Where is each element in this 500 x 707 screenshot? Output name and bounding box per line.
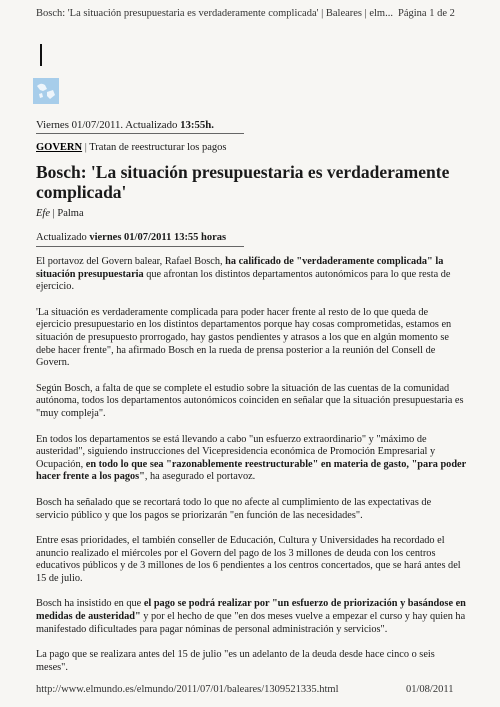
article-title: Bosch: 'La situación presupuestaria es verdaderamente complicada' [36, 162, 450, 202]
divider [36, 246, 244, 247]
article-paragraph [36, 307, 466, 370]
paragraph-text: y por el hecho de que "en dos meses vuelve a empezar el curso y hay quien ha manifestado dificultades para pagar nóminas de personal administración y servicios". [36, 611, 466, 635]
paragraph-text: , ha asegurado el portavoz. [144, 471, 256, 483]
paragraph-text: 'La situación es verdaderamente complicada para poder hacer frente al resto de lo que queda de ejercicio presupuestario en los distintos departamentos porque hay cosas comprometidas, estamos en situación de presupuesto prorrogado, hay gastos pendientes y atrasos a los que en algún momento se debe hacer frente", ha afirmado Bosch en la rueda de prensa posterior a la reunión del Consell de Govern. [36, 306, 452, 369]
print-footer-url: http://www.elmundo.es/elmundo/2011/07/01/baleares/1309521335.html [36, 684, 339, 695]
bold-text: ha calificado de "verdaderamente complicada" la situación presupuestaria [36, 256, 444, 280]
vertical-rule [40, 44, 42, 66]
globe-icon [33, 78, 59, 104]
article-updated [36, 232, 226, 243]
article-body [36, 256, 466, 687]
article-paragraph [36, 256, 466, 294]
divider [36, 133, 244, 134]
paragraph-text: Entre esas prioridades, el también conseller de Educación, Cultura y Universidades ha recordado el anuncio realizado el miércoles por el Govern del pago de los 3 millones de deuda con los centros educativos públicos y de 3 millones de los 6 pendientes a los centros concertados, que se hará antes del 15 de julio. [36, 535, 461, 584]
paragraph-text: En todos los departamentos se está llevando a cabo "un esfuerzo extraordinario" y "máximo de austeridad", siguiendo instrucciones del Vicepresidencia económica de Promoción Empresarial y Ocupación, [36, 433, 436, 470]
article-paragraph [36, 497, 466, 522]
source-agency: Efe [36, 208, 50, 219]
source-separator: | [50, 208, 58, 219]
article-paragraph [36, 535, 466, 585]
article-paragraph [36, 383, 466, 421]
paragraph-text: que afrontan los distintos departamentos autonómicos para lo que resta de ejercicio. [36, 268, 451, 293]
source-place: Palma [57, 208, 84, 219]
print-footer-date: 01/08/2011 [406, 684, 454, 695]
breadcrumb [36, 142, 227, 153]
dateline-time: 13:55h. [180, 119, 214, 131]
breadcrumb-separator: | [82, 142, 90, 153]
print-header-page-number: Página 1 de 2 [398, 8, 455, 19]
paragraph-text: Bosch ha insistido en que [36, 598, 144, 610]
dateline-text: Viernes 01/07/2011. Actualizado [36, 119, 181, 131]
updated-value: viernes 01/07/2011 13:55 horas [89, 232, 227, 243]
paragraph-text: El portavoz del Govern balear, Rafael Bosch, [36, 256, 226, 267]
paragraph-text: La pago que se realizara antes del 15 de julio "es un adelanto de la deuda desde hace cinco o seis meses". [36, 649, 435, 673]
section-link[interactable]: GOVERN [36, 142, 83, 153]
bold-text: en todo lo que sea "razonablemente reestructurable" en materia de gasto, "para poder hacer frente a los pagos" [36, 458, 467, 483]
breadcrumb-subtitle: Tratan de reestructurar los pagos [89, 142, 227, 153]
paragraph-text: Bosch ha señalado que se recortará todo lo que no afecte al cumplimiento de las expectativas de servicio público y que los pagos se priorizarán "en función de las necesidades". [36, 496, 432, 521]
print-header-title: Bosch: 'La situación presupuestaria es verdaderamente complicada' | Baleares | elm... [36, 8, 393, 19]
article-source [36, 208, 84, 219]
paragraph-text: Según Bosch, a falta de que se complete el estudio sobre la situación de las cuentas de la comunidad autónoma, todos los departamentos autonómicos coinciden en señalar que la situación presupuestaria es "muy compleja". [36, 382, 464, 419]
article-paragraph [36, 649, 466, 674]
article-paragraph [36, 434, 466, 484]
article-paragraph [36, 598, 466, 636]
article-dateline [36, 119, 214, 131]
bold-text: el pago se podrá realizar por "un esfuerzo de priorización y basándose en medidas de austeridad" [36, 598, 466, 623]
updated-label: Actualizado [36, 232, 90, 243]
